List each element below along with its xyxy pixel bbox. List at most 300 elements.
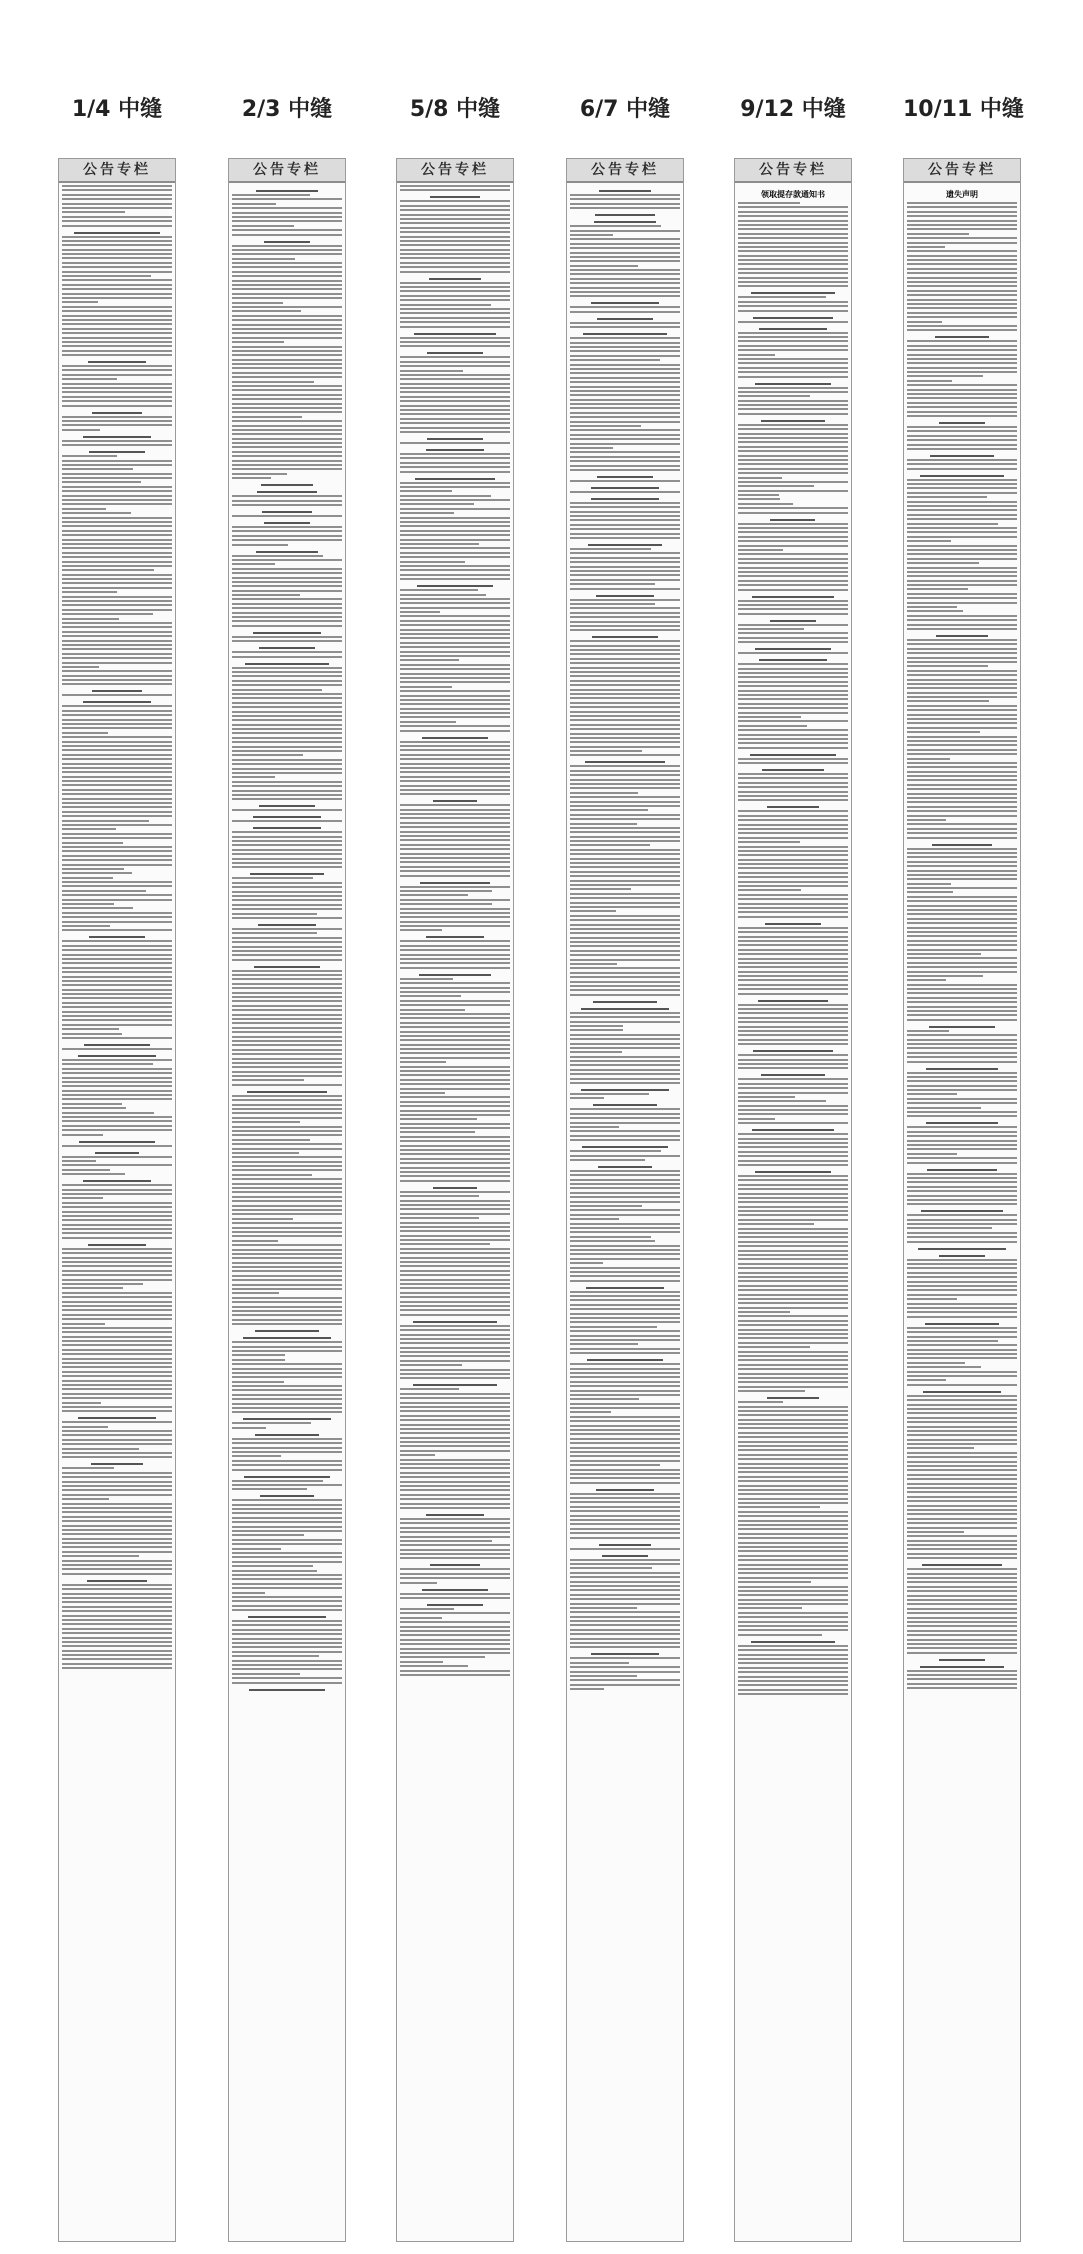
text-line — [907, 727, 1017, 729]
text-line — [738, 459, 848, 461]
text-line — [738, 777, 848, 779]
text-line — [907, 255, 1017, 257]
text-line — [262, 511, 312, 513]
text-line — [570, 1416, 680, 1418]
text-line — [400, 356, 510, 358]
text-line — [400, 1450, 510, 1452]
text-line — [232, 776, 275, 778]
text-line — [62, 837, 172, 839]
text-line — [570, 403, 680, 405]
text-line — [570, 924, 680, 926]
text-line — [62, 993, 172, 995]
text-line — [62, 1002, 172, 1004]
text-line — [738, 242, 848, 244]
text-line — [570, 662, 680, 664]
text-line — [400, 374, 510, 376]
text-line — [232, 381, 314, 383]
text-line — [400, 1503, 510, 1505]
text-line — [232, 1376, 342, 1378]
text-line — [738, 1445, 848, 1447]
text-line — [62, 657, 172, 659]
text-line — [62, 477, 172, 479]
text-line — [400, 991, 510, 993]
text-line — [400, 552, 510, 554]
text-line — [232, 376, 342, 378]
text-line — [232, 1117, 342, 1119]
text-line — [570, 1174, 680, 1176]
text-line — [907, 430, 1017, 432]
text-line — [570, 1510, 680, 1512]
text-line — [62, 653, 172, 655]
text-line — [907, 1395, 1017, 1397]
text-line — [232, 895, 342, 897]
text-line — [907, 496, 987, 498]
text-line — [400, 1507, 510, 1509]
text-line — [419, 974, 491, 976]
text-line — [232, 853, 342, 855]
text-line — [907, 1430, 1017, 1432]
text-line — [738, 1113, 848, 1115]
text-line — [570, 1291, 680, 1293]
text-line — [232, 1009, 342, 1011]
text-line — [62, 899, 172, 901]
text-line — [400, 1419, 510, 1421]
text-line — [62, 1410, 172, 1412]
text-line — [570, 1078, 680, 1080]
text-line — [738, 455, 848, 457]
text-line — [907, 736, 1017, 738]
text-line — [400, 1428, 510, 1430]
text-line — [244, 1476, 330, 1478]
text-line — [907, 215, 1017, 217]
text-line — [232, 1587, 342, 1589]
text-line — [400, 699, 510, 701]
text-line — [907, 758, 950, 760]
text-line — [232, 711, 342, 713]
text-line — [62, 1546, 172, 1548]
text-line — [738, 1401, 783, 1403]
text-line — [232, 464, 342, 466]
text-line — [738, 277, 848, 279]
text-line — [430, 196, 481, 198]
text-line — [62, 1257, 172, 1259]
text-line — [62, 784, 172, 786]
text-line — [62, 378, 117, 380]
text-line — [907, 501, 1017, 503]
text-line — [738, 694, 848, 696]
text-line — [570, 1034, 680, 1036]
text-line — [232, 1565, 313, 1567]
text-line — [62, 1006, 172, 1008]
text-line — [738, 1245, 848, 1247]
text-line — [232, 1642, 342, 1644]
text-line — [570, 243, 680, 245]
text-line — [570, 295, 680, 297]
text-line — [400, 611, 440, 613]
text-line — [400, 1257, 510, 1259]
text-line — [738, 676, 848, 678]
announcement-text-block — [570, 190, 680, 1690]
text-line — [232, 1638, 342, 1640]
text-line — [738, 988, 848, 990]
text-line — [738, 450, 848, 452]
text-line — [738, 1676, 848, 1678]
text-line — [400, 1338, 510, 1340]
text-line — [907, 1349, 1017, 1351]
text-line — [907, 468, 1017, 470]
text-line — [232, 746, 342, 748]
column-9-12 — [734, 0, 852, 2254]
text-line — [907, 1540, 1017, 1542]
text-line — [907, 1098, 1017, 1100]
text-line — [738, 885, 848, 887]
text-line — [907, 674, 1017, 676]
column-size-label: 5/8 中缝 — [409, 97, 501, 122]
text-line — [400, 1364, 462, 1366]
text-line — [88, 361, 146, 363]
text-line — [232, 781, 342, 783]
text-line — [232, 1099, 342, 1101]
text-line — [62, 997, 172, 999]
text-line — [232, 1682, 342, 1684]
text-line — [570, 342, 680, 344]
text-line — [738, 428, 848, 430]
text-line — [62, 1645, 172, 1647]
text-line — [400, 921, 510, 923]
text-line — [62, 859, 172, 861]
text-line — [400, 312, 510, 314]
text-line — [62, 396, 172, 398]
text-line — [738, 1105, 848, 1107]
text-line — [570, 972, 680, 974]
text-line — [907, 949, 1017, 951]
text-line — [62, 1380, 172, 1382]
text-line — [400, 703, 510, 705]
text-line — [907, 1267, 1017, 1269]
text-line — [570, 1671, 680, 1673]
text-line — [62, 1489, 172, 1491]
text-line — [232, 732, 342, 734]
text-line — [232, 385, 342, 387]
text-line — [738, 211, 848, 213]
text-line — [738, 441, 848, 443]
text-line — [232, 220, 342, 222]
text-line — [400, 1639, 510, 1641]
text-line — [738, 1063, 848, 1065]
text-line — [738, 1594, 848, 1596]
text-line — [907, 1366, 981, 1368]
text-line — [62, 1375, 172, 1377]
text-line — [400, 400, 510, 402]
text-line — [907, 1259, 1017, 1261]
text-line — [583, 333, 667, 335]
text-line — [400, 912, 510, 914]
text-line — [232, 1126, 342, 1128]
text-line — [738, 799, 848, 801]
text-line — [738, 810, 848, 812]
text-line — [400, 690, 510, 692]
text-line — [738, 1568, 848, 1570]
text-line — [738, 1386, 848, 1388]
text-line — [232, 266, 342, 268]
text-line — [907, 340, 1017, 342]
text-line — [738, 1577, 848, 1579]
text-line — [738, 872, 848, 874]
text-line — [232, 1455, 281, 1457]
text-line — [62, 203, 172, 205]
text-line — [232, 1209, 342, 1211]
text-line — [907, 1227, 992, 1229]
text-line — [400, 1454, 435, 1456]
text-line — [738, 604, 848, 606]
text-line — [400, 1536, 510, 1538]
text-line — [907, 1102, 1017, 1104]
text-line — [570, 1012, 680, 1014]
text-line — [62, 666, 99, 668]
text-line — [570, 465, 680, 467]
text-line — [62, 894, 172, 896]
text-line — [767, 806, 820, 808]
text-line — [570, 407, 680, 409]
text-line — [62, 885, 172, 887]
text-line — [400, 708, 510, 710]
text-line — [232, 1534, 304, 1536]
text-line — [738, 1506, 820, 1508]
text-line — [62, 1301, 172, 1303]
text-line — [400, 890, 492, 892]
text-line — [232, 363, 342, 365]
text-line — [232, 1620, 342, 1622]
text-line — [907, 426, 1017, 428]
text-line — [420, 882, 490, 884]
notice-title: 遗失声明 — [946, 190, 978, 199]
text-line — [62, 1366, 172, 1368]
strip-header: 公告专栏 — [904, 159, 1020, 183]
text-line — [738, 1410, 848, 1412]
text-line — [232, 1062, 342, 1064]
text-line — [232, 1341, 342, 1343]
text-line — [570, 528, 680, 530]
text-line — [738, 1272, 848, 1274]
text-line — [232, 607, 342, 609]
text-line — [920, 475, 1004, 477]
text-line — [62, 1292, 172, 1294]
text-line — [62, 872, 132, 874]
text-line — [738, 1263, 848, 1265]
text-line — [400, 1158, 510, 1160]
text-line — [570, 981, 680, 983]
text-line — [62, 1452, 172, 1454]
text-line — [738, 863, 848, 865]
announcement-body — [62, 185, 172, 2238]
text-line — [62, 1525, 172, 1527]
text-line — [62, 1430, 172, 1432]
text-line — [400, 1573, 510, 1575]
announcement-strip — [903, 158, 1021, 2242]
text-line — [907, 714, 1017, 716]
text-line — [907, 1236, 1017, 1238]
text-line — [62, 521, 172, 523]
text-line — [738, 681, 848, 683]
text-line — [62, 719, 172, 721]
text-line — [62, 1349, 172, 1351]
text-line — [62, 495, 172, 497]
text-line — [62, 714, 172, 716]
column-5-8 — [396, 0, 514, 2254]
text-line — [400, 607, 510, 609]
text-line — [738, 1329, 848, 1331]
text-line — [907, 1362, 965, 1364]
text-line — [570, 1093, 649, 1095]
text-line — [400, 1393, 510, 1395]
text-line — [62, 1520, 172, 1522]
text-line — [738, 1612, 848, 1614]
announcement-body — [400, 185, 510, 2238]
text-line — [907, 237, 1017, 239]
text-line — [400, 1441, 510, 1443]
text-line — [738, 795, 848, 797]
text-line — [738, 600, 848, 602]
text-line — [400, 1265, 510, 1267]
text-line — [738, 490, 848, 492]
announcement-text-block — [62, 185, 172, 1669]
text-line — [570, 447, 613, 449]
announcement-body — [232, 185, 342, 2238]
text-line — [907, 277, 1017, 279]
text-line — [907, 509, 1017, 511]
text-line — [570, 1642, 680, 1644]
text-line — [232, 1288, 342, 1290]
text-line — [907, 1214, 1017, 1216]
text-line — [907, 856, 1017, 858]
text-line — [570, 994, 680, 996]
text-line — [400, 1248, 510, 1250]
text-line — [570, 1528, 680, 1530]
text-line — [907, 1527, 1017, 1529]
text-line — [232, 1301, 342, 1303]
text-line — [907, 463, 1017, 465]
text-line — [907, 402, 1017, 404]
text-line — [232, 1169, 342, 1171]
text-line — [738, 1649, 848, 1651]
text-line — [738, 1590, 848, 1592]
text-line — [738, 707, 848, 709]
text-line — [738, 1241, 848, 1243]
text-line — [738, 246, 848, 248]
text-line — [738, 916, 848, 918]
text-line — [62, 945, 172, 947]
text-line — [400, 1175, 510, 1177]
text-line — [738, 786, 848, 788]
text-line — [62, 1498, 109, 1500]
text-line — [400, 304, 491, 306]
text-line — [62, 694, 172, 696]
text-line — [570, 416, 680, 418]
text-line — [570, 1245, 680, 1247]
text-line — [907, 1639, 1017, 1641]
text-line — [907, 1518, 1017, 1520]
text-line — [400, 1217, 479, 1219]
text-line — [738, 1537, 848, 1539]
text-line — [400, 409, 510, 411]
text-line — [232, 772, 342, 774]
text-line — [400, 1314, 510, 1316]
text-line — [62, 767, 172, 769]
text-line — [400, 547, 510, 549]
text-line — [62, 976, 172, 978]
text-line — [907, 793, 1017, 795]
text-line — [738, 1059, 848, 1061]
text-line — [232, 1018, 342, 1020]
text-line — [400, 453, 510, 455]
text-line — [907, 749, 1017, 751]
text-line — [62, 1072, 172, 1074]
text-line — [570, 1447, 680, 1449]
text-line — [907, 639, 1017, 641]
text-line — [400, 1167, 510, 1169]
text-line — [738, 206, 848, 208]
text-line — [400, 763, 510, 765]
text-line — [761, 1074, 825, 1076]
text-line — [738, 1067, 848, 1069]
text-line — [570, 434, 680, 436]
text-line — [570, 1473, 680, 1475]
text-line — [232, 1104, 342, 1106]
text-line — [232, 407, 342, 409]
text-line — [570, 533, 680, 535]
text-line — [907, 1522, 1017, 1524]
text-line — [738, 228, 848, 230]
text-line — [400, 503, 474, 505]
text-line — [570, 1117, 680, 1119]
text-line — [907, 927, 1017, 929]
text-line — [232, 1095, 342, 1097]
text-line — [738, 672, 848, 674]
text-line — [62, 512, 131, 514]
text-line — [62, 383, 172, 385]
text-line — [570, 438, 680, 440]
text-line — [939, 1659, 984, 1661]
text-line — [738, 782, 848, 784]
text-line — [261, 484, 314, 486]
text-line — [62, 1362, 172, 1364]
text-line — [738, 477, 782, 479]
text-line — [400, 1334, 510, 1336]
text-line — [62, 1511, 172, 1513]
text-line — [62, 749, 172, 751]
text-line — [62, 1169, 110, 1171]
text-line — [232, 394, 342, 396]
text-line — [738, 1083, 848, 1085]
text-line — [400, 1410, 510, 1412]
text-line — [400, 848, 510, 850]
text-line — [400, 857, 510, 859]
text-line — [62, 868, 124, 870]
text-line — [400, 1582, 437, 1584]
text-line — [570, 667, 680, 669]
text-line — [761, 420, 824, 422]
text-line — [570, 1390, 680, 1392]
text-line — [62, 855, 172, 857]
text-line — [62, 301, 98, 303]
text-line — [62, 736, 172, 738]
text-line — [232, 433, 342, 435]
text-line — [232, 1609, 342, 1611]
text-line — [907, 848, 1017, 850]
text-line — [570, 1343, 638, 1345]
text-line — [62, 828, 116, 830]
text-line — [95, 1152, 140, 1154]
